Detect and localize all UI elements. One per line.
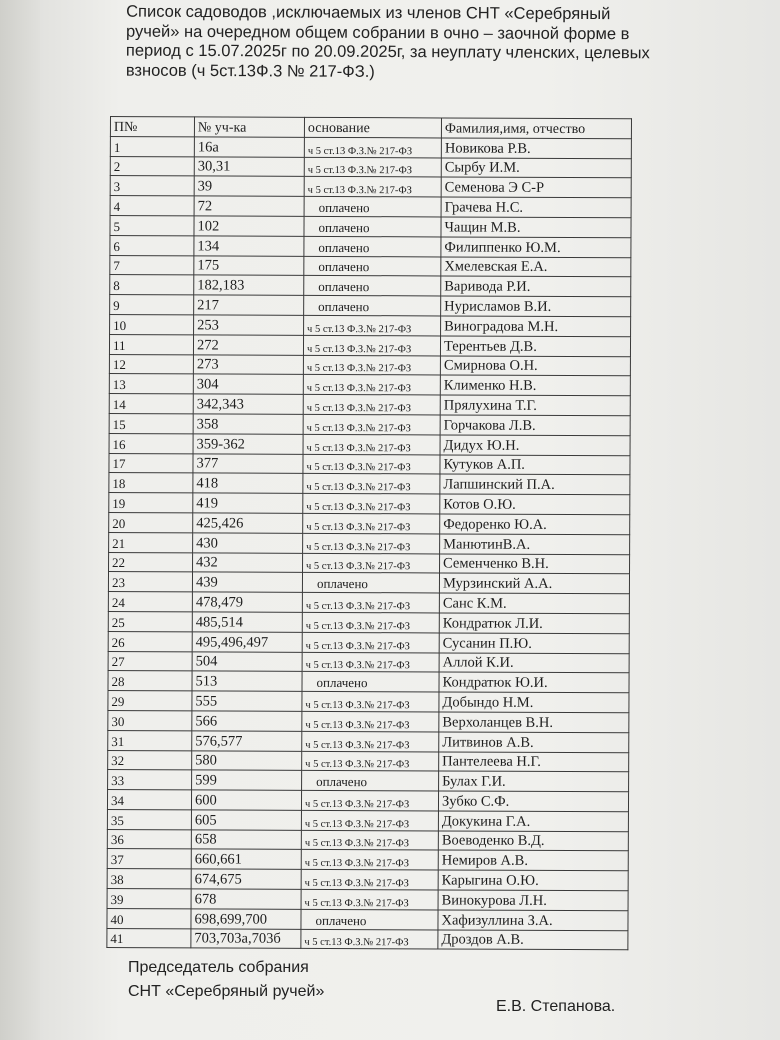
table-row <box>109 334 630 356</box>
signature-block <box>128 956 324 1004</box>
row-lot: 599 <box>192 770 302 790</box>
row-number: 37 <box>107 849 191 869</box>
table-row <box>110 255 631 277</box>
row-name: Карыгина О.Ю. <box>438 870 628 891</box>
row-name: Грачева Н.С. <box>441 197 631 218</box>
signature-title: Председатель собрания <box>128 959 309 976</box>
document-heading: Список садоводов ,исключаемых из членов СНТ «Серебряный ручей» на очередном общем собрании в очно – заочной форме в период с 15.07.2025г по 20.09.2025г, за неуплату членских, целевых взносов (ч 5ст.13Ф.3 № 217-ФЗ.) <box>125 2 650 81</box>
row-number: 20 <box>109 512 193 532</box>
table-row <box>108 572 629 594</box>
row-basis: ч 5 ст.13 Ф.З.№ 217-ФЗ <box>301 790 438 810</box>
table-row <box>110 196 631 218</box>
table-row <box>109 394 630 416</box>
row-lot: 102 <box>194 216 304 236</box>
row-lot: 342,343 <box>193 394 303 414</box>
row-lot: 432 <box>193 552 303 572</box>
row-basis: ч 5 ст.13 Ф.З.№ 217-ФЗ <box>303 513 440 533</box>
row-number: 39 <box>107 889 191 909</box>
row-lot: 304 <box>193 374 303 394</box>
row-lot: 658 <box>191 830 301 850</box>
row-basis: ч 5 ст.13 Ф.З.№ 217-ФЗ <box>303 414 440 434</box>
row-name: Зубко С.Ф. <box>438 791 628 812</box>
row-name: Пантелеева Н.Г. <box>439 751 629 772</box>
row-basis: ч 5 ст.13 Ф.З.№ 217-ФЗ <box>301 929 438 949</box>
row-lot: 478,479 <box>192 592 302 612</box>
row-number: 12 <box>109 354 193 374</box>
row-name: Воеводенко В.Д. <box>438 831 628 852</box>
row-number: 31 <box>108 730 192 750</box>
row-lot: 418 <box>193 473 303 493</box>
row-basis: ч 5 ст.13 Ф.З.№ 217-ФЗ <box>301 830 438 850</box>
header-lot: № уч-ка <box>194 117 304 137</box>
row-number: 17 <box>109 453 193 473</box>
row-name: Добындо Н.М. <box>439 692 629 713</box>
row-name: Семенченко В.Н. <box>440 553 630 574</box>
row-basis: ч 5 ст.13 Ф.З.№ 217-ФЗ <box>303 553 440 573</box>
row-name: Варивода Р.И. <box>441 276 631 297</box>
row-lot: 485,514 <box>192 612 302 632</box>
row-lot: 273 <box>193 354 303 374</box>
table-row <box>108 671 629 693</box>
table-row <box>107 869 628 891</box>
table-row <box>108 592 629 614</box>
table-row <box>109 552 630 574</box>
row-name: Немиров А.В. <box>438 850 628 871</box>
row-name: Филиппенко Ю.М. <box>441 237 631 258</box>
row-lot: 513 <box>192 671 302 691</box>
row-basis: ч 5 ст.13 Ф.З.№ 217-ФЗ <box>304 137 441 157</box>
row-number: 29 <box>108 691 192 711</box>
row-lot: 30,31 <box>194 156 304 176</box>
table-row <box>110 156 631 178</box>
row-lot: 674,675 <box>191 869 301 889</box>
row-number: 22 <box>109 552 193 572</box>
header-name: Фамилия,имя, отчество <box>441 118 631 139</box>
row-lot: 272 <box>193 335 303 355</box>
row-lot: 377 <box>193 453 303 473</box>
table-row <box>107 928 628 950</box>
row-number: 5 <box>110 215 194 235</box>
row-name: Прялухина Т.Г. <box>440 395 630 416</box>
row-lot: 504 <box>192 651 302 671</box>
row-name: Клименко Н.В. <box>440 375 630 396</box>
row-name: Сусанин П.Ю. <box>439 633 629 654</box>
table-row <box>110 275 631 297</box>
row-lot: 217 <box>194 295 304 315</box>
table-row <box>109 473 630 495</box>
row-name: Литвинов А.В. <box>439 732 629 753</box>
row-lot: 555 <box>192 691 302 711</box>
row-lot: 660,661 <box>191 849 301 869</box>
row-name: Винокурова Л.Н. <box>438 890 628 911</box>
row-number: 4 <box>110 196 194 216</box>
row-basis: ч 5 ст.13 Ф.З.№ 217-ФЗ <box>301 850 438 870</box>
row-name: Сырбу И.М. <box>441 158 631 179</box>
table-row <box>107 809 628 831</box>
row-basis: ч 5 ст.13 Ф.З.№ 217-ФЗ <box>302 731 439 751</box>
row-basis: оплачено <box>302 672 439 692</box>
row-basis: ч 5 ст.13 Ф.З.№ 217-ФЗ <box>304 315 441 335</box>
row-basis: ч 5 ст.13 Ф.З.№ 217-ФЗ <box>302 691 439 711</box>
row-basis: ч 5 ст.13 Ф.З.№ 217-ФЗ <box>304 157 441 177</box>
header-basis: основание <box>304 117 441 137</box>
table-row <box>110 136 631 158</box>
row-name: Докукина Г.А. <box>438 811 628 832</box>
row-number: 34 <box>107 790 191 810</box>
row-name: Виноградова М.Н. <box>441 316 631 337</box>
table-row <box>109 453 630 475</box>
row-lot: 600 <box>191 790 301 810</box>
row-number: 6 <box>110 235 194 255</box>
row-name: Семенова Э С-Р <box>441 177 631 198</box>
row-name: МанютинВ.А. <box>440 534 630 555</box>
row-number: 19 <box>109 493 193 513</box>
row-lot: 359-362 <box>193 434 303 454</box>
row-basis: оплачено <box>304 216 441 236</box>
row-basis: ч 5 ст.13 Ф.З.№ 217-ФЗ <box>302 612 439 632</box>
table-row <box>109 532 630 554</box>
row-number: 3 <box>110 176 194 196</box>
row-number: 40 <box>107 908 191 928</box>
table-row <box>109 493 630 515</box>
row-name: Кондратюк Ю.И. <box>439 672 629 693</box>
row-basis: ч 5 ст.13 Ф.З.№ 217-ФЗ <box>302 592 439 612</box>
table-row <box>110 215 631 237</box>
row-number: 2 <box>110 156 194 176</box>
row-basis: ч 5 ст.13 Ф.З.№ 217-ФЗ <box>303 355 440 375</box>
row-lot: 358 <box>193 414 303 434</box>
row-number: 30 <box>108 710 192 730</box>
row-number: 18 <box>109 473 193 493</box>
row-number: 27 <box>108 651 192 671</box>
table-row <box>107 908 628 930</box>
row-lot: 425,426 <box>193 513 303 533</box>
row-lot: 39 <box>194 176 304 196</box>
row-lot: 182,183 <box>194 275 304 295</box>
row-name: Аллой К.И. <box>439 652 629 673</box>
table-row <box>108 691 629 713</box>
row-basis: ч 5 ст.13 Ф.З.№ 217-ФЗ <box>303 493 440 513</box>
row-basis: ч 5 ст.13 Ф.З.№ 217-ФЗ <box>303 375 440 395</box>
row-basis: оплачено <box>304 296 441 316</box>
row-number: 1 <box>110 136 194 156</box>
row-lot: 703,703а,703б <box>191 929 301 949</box>
table-row <box>110 295 631 317</box>
row-name: Мурзинский А.А. <box>439 573 629 594</box>
row-basis: ч 5 ст.13 Ф.З.№ 217-ФЗ <box>303 434 440 454</box>
row-basis: оплачено <box>304 236 441 256</box>
row-name: Федоренко Ю.А. <box>440 514 630 535</box>
row-number: 38 <box>107 869 191 889</box>
row-basis: ч 5 ст.13 Ф.З.№ 217-ФЗ <box>302 632 439 652</box>
row-lot: 605 <box>191 810 301 830</box>
row-basis: оплачено <box>301 909 438 929</box>
row-number: 7 <box>110 255 194 275</box>
row-basis: оплачено <box>302 771 439 791</box>
row-name: Смирнова О.Н. <box>440 356 630 377</box>
row-number: 36 <box>107 829 191 849</box>
table-row <box>108 730 629 752</box>
table-row <box>107 849 628 871</box>
row-lot: 566 <box>192 711 302 731</box>
row-name: Кондратюк Л.И. <box>439 613 629 634</box>
row-lot: 419 <box>193 493 303 513</box>
table-row <box>109 433 630 455</box>
row-number: 24 <box>108 592 192 612</box>
row-lot: 430 <box>193 533 303 553</box>
row-basis: ч 5 ст.13 Ф.З.№ 217-ФЗ <box>304 177 441 197</box>
row-number: 26 <box>108 631 192 651</box>
row-basis: ч 5 ст.13 Ф.З.№ 217-ФЗ <box>301 870 438 890</box>
row-lot: 16а <box>194 137 304 157</box>
signer-name: Е.В. Степанова. <box>496 998 616 1015</box>
row-basis: оплачено <box>304 276 441 296</box>
table-row <box>108 631 629 653</box>
row-basis: оплачено <box>304 256 441 276</box>
table-row <box>107 829 628 851</box>
members-table <box>106 116 632 951</box>
row-name: Дидух Ю.Н. <box>440 435 630 456</box>
row-number: 15 <box>109 413 193 433</box>
row-number: 14 <box>109 394 193 414</box>
table-row <box>109 413 630 435</box>
row-number: 25 <box>108 611 192 631</box>
row-lot: 439 <box>192 572 302 592</box>
row-name: Санс К.М. <box>439 593 629 614</box>
row-name: Хафизуллина З.А. <box>438 910 628 931</box>
row-name: Котов О.Ю. <box>440 494 630 515</box>
row-basis: ч 5 ст.13 Ф.З.№ 217-ФЗ <box>301 810 438 830</box>
row-name: Дроздов А.В. <box>438 930 628 951</box>
row-basis: ч 5 ст.13 Ф.З.№ 217-ФЗ <box>303 474 440 494</box>
table-row <box>108 710 629 732</box>
row-name: Хмелевская Е.А. <box>441 257 631 278</box>
row-lot: 134 <box>194 236 304 256</box>
row-basis: ч 5 ст.13 Ф.З.№ 217-ФЗ <box>301 889 438 909</box>
row-basis: оплачено <box>302 573 439 593</box>
row-number: 23 <box>108 572 192 592</box>
table-row <box>110 176 631 198</box>
row-basis: ч 5 ст.13 Ф.З.№ 217-ФЗ <box>303 335 440 355</box>
table-row <box>108 611 629 633</box>
row-number: 9 <box>110 295 194 315</box>
row-number: 8 <box>110 275 194 295</box>
row-name: Новикова Р.В. <box>441 138 631 159</box>
table-row <box>109 374 630 396</box>
row-lot: 253 <box>194 315 304 335</box>
table-row <box>110 235 631 257</box>
row-lot: 580 <box>192 750 302 770</box>
signature-organization: СНТ «Серебряный ручей» <box>128 983 325 1000</box>
row-lot: 72 <box>194 196 304 216</box>
table-row <box>107 889 628 911</box>
row-number: 10 <box>110 314 194 334</box>
row-lot: 698,699,700 <box>191 909 301 929</box>
table-row <box>108 770 629 792</box>
row-lot: 678 <box>191 889 301 909</box>
row-number: 32 <box>108 750 192 770</box>
table-row <box>107 790 628 812</box>
row-name: Верхоланцев В.Н. <box>439 712 629 733</box>
row-lot: 495,496,497 <box>192 632 302 652</box>
table-row <box>110 314 631 336</box>
row-number: 33 <box>108 770 192 790</box>
header-number: П№ <box>110 117 194 137</box>
row-name: Булах Г.И. <box>439 771 629 792</box>
row-basis: ч 5 ст.13 Ф.З.№ 217-ФЗ <box>302 652 439 672</box>
row-number: 11 <box>109 334 193 354</box>
row-name: Чащин М.В. <box>441 217 631 238</box>
row-number: 41 <box>107 928 191 948</box>
row-basis: ч 5 ст.13 Ф.З.№ 217-ФЗ <box>303 533 440 553</box>
row-lot: 576,577 <box>192 731 302 751</box>
row-basis: ч 5 ст.13 Ф.З.№ 217-ФЗ <box>302 711 439 731</box>
row-number: 21 <box>109 532 193 552</box>
row-number: 28 <box>108 671 192 691</box>
row-basis: ч 5 ст.13 Ф.З.№ 217-ФЗ <box>303 454 440 474</box>
row-name: Терентьев Д.В. <box>440 336 630 357</box>
row-name: Лапшинский П.А. <box>440 474 630 495</box>
row-name: Горчакова Л.В. <box>440 415 630 436</box>
row-basis: ч 5 ст.13 Ф.З.№ 217-ФЗ <box>302 751 439 771</box>
table-row <box>109 512 630 534</box>
row-name: Нурисламов В.И. <box>441 296 631 317</box>
table-row <box>108 750 629 772</box>
row-basis: оплачено <box>304 197 441 217</box>
row-number: 16 <box>109 433 193 453</box>
row-number: 35 <box>107 809 191 829</box>
row-number: 13 <box>109 374 193 394</box>
table-row <box>109 354 630 376</box>
row-basis: ч 5 ст.13 Ф.З.№ 217-ФЗ <box>303 395 440 415</box>
row-name: Кутуков А.П. <box>440 454 630 475</box>
table-header-row <box>110 117 631 139</box>
row-lot: 175 <box>194 255 304 275</box>
table-row <box>108 651 629 673</box>
